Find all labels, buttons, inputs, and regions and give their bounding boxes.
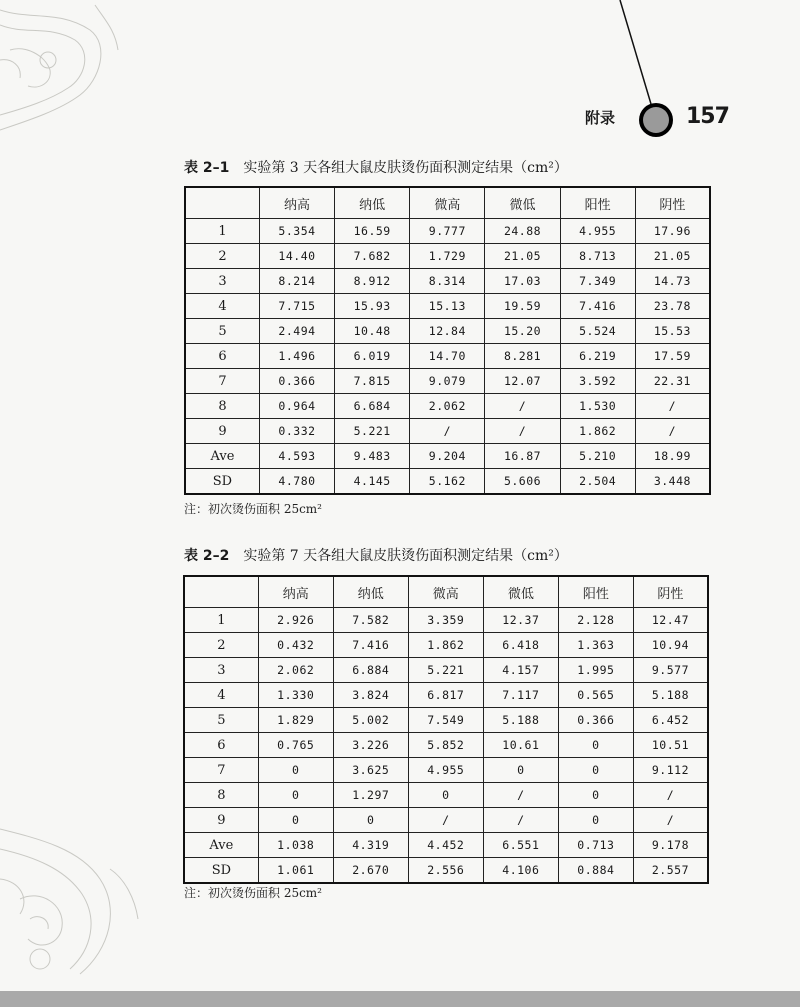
corner-header-cell <box>185 187 259 219</box>
data-cell: 19.59 <box>485 294 560 319</box>
data-cell: 6.452 <box>633 708 708 733</box>
table2-title: 实验第 7 天各组大鼠皮肤烫伤面积测定结果（cm²） <box>243 548 568 564</box>
data-cell: 0.765 <box>258 733 333 758</box>
ornament-bottom-left <box>0 809 140 989</box>
table-2-1 <box>184 186 711 495</box>
data-cell: 3.592 <box>560 369 635 394</box>
data-cell: 14.73 <box>635 269 710 294</box>
column-header: 纳低 <box>335 187 410 219</box>
data-cell: 3.448 <box>635 469 710 495</box>
data-cell: 0.884 <box>558 858 633 884</box>
table-row <box>184 733 708 758</box>
table-row <box>184 758 708 783</box>
data-cell: 0 <box>258 783 333 808</box>
data-cell: 5.221 <box>335 419 410 444</box>
data-cell: 0 <box>333 808 408 833</box>
data-cell: 1.363 <box>558 633 633 658</box>
data-cell: 0 <box>258 758 333 783</box>
data-cell: 5.221 <box>408 658 483 683</box>
data-cell: 16.59 <box>335 219 410 244</box>
table1-label: 表 2–1 <box>184 160 230 176</box>
data-cell: 1.330 <box>258 683 333 708</box>
data-cell: 0.565 <box>558 683 633 708</box>
data-cell: 6.219 <box>560 344 635 369</box>
table-row <box>185 244 710 269</box>
row-header-cell: 7 <box>184 758 258 783</box>
data-cell: 17.03 <box>485 269 560 294</box>
data-cell: 0.366 <box>259 369 334 394</box>
data-cell: 2.556 <box>408 858 483 884</box>
data-cell: 1.038 <box>258 833 333 858</box>
table-row <box>184 808 708 833</box>
data-cell: 6.884 <box>333 658 408 683</box>
column-header: 微低 <box>485 187 560 219</box>
data-cell: 7.416 <box>333 633 408 658</box>
data-cell: 4.955 <box>560 219 635 244</box>
table-row <box>185 419 710 444</box>
data-cell: 8.713 <box>560 244 635 269</box>
data-cell: 0.713 <box>558 833 633 858</box>
row-header-cell: 5 <box>185 319 259 344</box>
data-cell: 2.062 <box>258 658 333 683</box>
data-cell: 0 <box>558 758 633 783</box>
data-cell: 8.314 <box>410 269 485 294</box>
row-header-cell: 8 <box>184 783 258 808</box>
table-row <box>185 319 710 344</box>
data-cell: / <box>483 808 558 833</box>
data-cell: 10.51 <box>633 733 708 758</box>
data-cell: 7.117 <box>483 683 558 708</box>
table-row <box>185 469 710 495</box>
data-cell: 22.31 <box>635 369 710 394</box>
table-row <box>184 633 708 658</box>
data-cell: 9.204 <box>410 444 485 469</box>
data-cell: 5.524 <box>560 319 635 344</box>
table1-title: 实验第 3 天各组大鼠皮肤烫伤面积测定结果（cm²） <box>243 160 568 176</box>
column-header: 微高 <box>410 187 485 219</box>
data-cell: 9.777 <box>410 219 485 244</box>
data-cell: 1.995 <box>558 658 633 683</box>
column-header: 阴性 <box>635 187 710 219</box>
data-cell: 4.780 <box>259 469 334 495</box>
data-cell: 0.332 <box>259 419 334 444</box>
data-cell: 21.05 <box>635 244 710 269</box>
table-row <box>184 833 708 858</box>
data-cell: 12.37 <box>483 608 558 633</box>
row-header-cell: 3 <box>184 658 258 683</box>
row-header-cell: 5 <box>184 708 258 733</box>
table-row <box>185 369 710 394</box>
data-cell: / <box>410 419 485 444</box>
column-header: 微高 <box>408 576 483 608</box>
column-header: 纳高 <box>258 576 333 608</box>
column-header: 阴性 <box>633 576 708 608</box>
data-cell: 9.178 <box>633 833 708 858</box>
row-header-cell: 6 <box>184 733 258 758</box>
data-cell: 7.349 <box>560 269 635 294</box>
data-cell: 3.625 <box>333 758 408 783</box>
data-cell: / <box>635 394 710 419</box>
data-cell: 17.59 <box>635 344 710 369</box>
column-header: 纳高 <box>259 187 334 219</box>
data-cell: 10.48 <box>335 319 410 344</box>
data-cell: 7.582 <box>333 608 408 633</box>
data-cell: 4.157 <box>483 658 558 683</box>
data-cell: / <box>635 419 710 444</box>
data-cell: 2.557 <box>633 858 708 884</box>
row-header-cell: 1 <box>184 608 258 633</box>
data-cell: / <box>485 419 560 444</box>
table-row <box>185 219 710 244</box>
row-header-cell: 9 <box>184 808 258 833</box>
data-cell: 2.926 <box>258 608 333 633</box>
header-row <box>184 576 708 608</box>
data-cell: 9.112 <box>633 758 708 783</box>
data-cell: 4.106 <box>483 858 558 884</box>
header-row <box>185 187 710 219</box>
data-cell: 23.78 <box>635 294 710 319</box>
data-cell: / <box>633 808 708 833</box>
data-cell: 1.297 <box>333 783 408 808</box>
table-row <box>185 294 710 319</box>
data-cell: 0.964 <box>259 394 334 419</box>
data-cell: 0.432 <box>258 633 333 658</box>
data-cell: 1.729 <box>410 244 485 269</box>
column-header: 微低 <box>483 576 558 608</box>
row-header-cell: 3 <box>185 269 259 294</box>
table-row <box>185 344 710 369</box>
running-header-section: 附录 <box>585 109 616 127</box>
row-header-cell: SD <box>184 858 258 884</box>
data-cell: 2.670 <box>333 858 408 884</box>
data-cell: 0 <box>408 783 483 808</box>
row-header-cell: 2 <box>185 244 259 269</box>
data-cell: 5.354 <box>259 219 334 244</box>
data-cell: 7.416 <box>560 294 635 319</box>
data-cell: 5.210 <box>560 444 635 469</box>
data-cell: 2.062 <box>410 394 485 419</box>
data-cell: 6.418 <box>483 633 558 658</box>
data-cell: 1.829 <box>258 708 333 733</box>
data-cell: 7.549 <box>408 708 483 733</box>
data-cell: 12.84 <box>410 319 485 344</box>
data-cell: / <box>633 783 708 808</box>
data-cell: 17.96 <box>635 219 710 244</box>
data-cell: 14.40 <box>259 244 334 269</box>
data-cell: 6.817 <box>408 683 483 708</box>
page-number: 157 <box>686 104 729 129</box>
data-cell: 14.70 <box>410 344 485 369</box>
bottom-edge-band <box>0 991 800 1007</box>
data-cell: 1.862 <box>408 633 483 658</box>
table2-note: 注：初次烫伤面积 25cm² <box>184 886 322 900</box>
data-cell: 15.93 <box>335 294 410 319</box>
data-cell: 8.912 <box>335 269 410 294</box>
column-header: 阳性 <box>560 187 635 219</box>
table-2-2 <box>183 575 709 884</box>
data-cell: 10.94 <box>633 633 708 658</box>
data-cell: 5.188 <box>483 708 558 733</box>
column-header: 阳性 <box>558 576 633 608</box>
data-cell: 3.226 <box>333 733 408 758</box>
data-cell: 24.88 <box>485 219 560 244</box>
row-header-cell: 2 <box>184 633 258 658</box>
data-cell: 5.606 <box>485 469 560 495</box>
table-row <box>185 269 710 294</box>
table-row <box>184 783 708 808</box>
row-header-cell: 6 <box>185 344 259 369</box>
data-cell: 1.496 <box>259 344 334 369</box>
table-row <box>184 683 708 708</box>
data-cell: 15.20 <box>485 319 560 344</box>
data-cell: 5.852 <box>408 733 483 758</box>
table-row <box>185 394 710 419</box>
data-cell: 18.99 <box>635 444 710 469</box>
data-cell: 9.483 <box>335 444 410 469</box>
table2-caption <box>184 545 568 565</box>
data-cell: 16.87 <box>485 444 560 469</box>
table-row <box>184 608 708 633</box>
row-header-cell: 4 <box>185 294 259 319</box>
data-cell: 12.47 <box>633 608 708 633</box>
table-row <box>184 658 708 683</box>
row-header-cell: SD <box>185 469 259 495</box>
data-cell: 4.452 <box>408 833 483 858</box>
data-cell: 7.682 <box>335 244 410 269</box>
data-cell: 2.504 <box>560 469 635 495</box>
data-cell: 1.530 <box>560 394 635 419</box>
data-cell: 0.366 <box>558 708 633 733</box>
data-cell: 0 <box>558 808 633 833</box>
data-cell: 0 <box>258 808 333 833</box>
data-cell: 0 <box>483 758 558 783</box>
data-cell: 0 <box>558 733 633 758</box>
table1-note: 注：初次烫伤面积 25cm² <box>184 502 322 516</box>
data-cell: 1.061 <box>258 858 333 884</box>
data-cell: 7.815 <box>335 369 410 394</box>
table-row <box>184 708 708 733</box>
data-cell: 2.128 <box>558 608 633 633</box>
data-cell: 9.079 <box>410 369 485 394</box>
row-header-cell: 4 <box>184 683 258 708</box>
column-header: 纳低 <box>333 576 408 608</box>
row-header-cell: 9 <box>185 419 259 444</box>
row-header-cell: 1 <box>185 219 259 244</box>
data-cell: / <box>485 394 560 419</box>
data-cell: 5.162 <box>410 469 485 495</box>
row-header-cell: Ave <box>184 833 258 858</box>
data-cell: / <box>483 783 558 808</box>
data-cell: / <box>408 808 483 833</box>
data-cell: 15.13 <box>410 294 485 319</box>
data-cell: 15.53 <box>635 319 710 344</box>
data-cell: 5.188 <box>633 683 708 708</box>
data-cell: 4.593 <box>259 444 334 469</box>
data-cell: 2.494 <box>259 319 334 344</box>
data-cell: 6.019 <box>335 344 410 369</box>
data-cell: 7.715 <box>259 294 334 319</box>
table2-label: 表 2–2 <box>184 548 230 564</box>
data-cell: 4.955 <box>408 758 483 783</box>
data-cell: 9.577 <box>633 658 708 683</box>
row-header-cell: 7 <box>185 369 259 394</box>
data-cell: 1.862 <box>560 419 635 444</box>
data-cell: 8.281 <box>485 344 560 369</box>
data-cell: 12.07 <box>485 369 560 394</box>
data-cell: 4.319 <box>333 833 408 858</box>
data-cell: 6.551 <box>483 833 558 858</box>
table-row <box>184 858 708 884</box>
pendulum-decoration <box>0 0 800 140</box>
data-cell: 21.05 <box>485 244 560 269</box>
row-header-cell: Ave <box>185 444 259 469</box>
data-cell: 4.145 <box>335 469 410 495</box>
data-cell: 5.002 <box>333 708 408 733</box>
data-cell: 0 <box>558 783 633 808</box>
data-cell: 3.359 <box>408 608 483 633</box>
table1-caption <box>184 157 568 177</box>
corner-header-cell <box>184 576 258 608</box>
data-cell: 6.684 <box>335 394 410 419</box>
data-cell: 10.61 <box>483 733 558 758</box>
table-row <box>185 444 710 469</box>
row-header-cell: 8 <box>185 394 259 419</box>
data-cell: 3.824 <box>333 683 408 708</box>
data-cell: 8.214 <box>259 269 334 294</box>
